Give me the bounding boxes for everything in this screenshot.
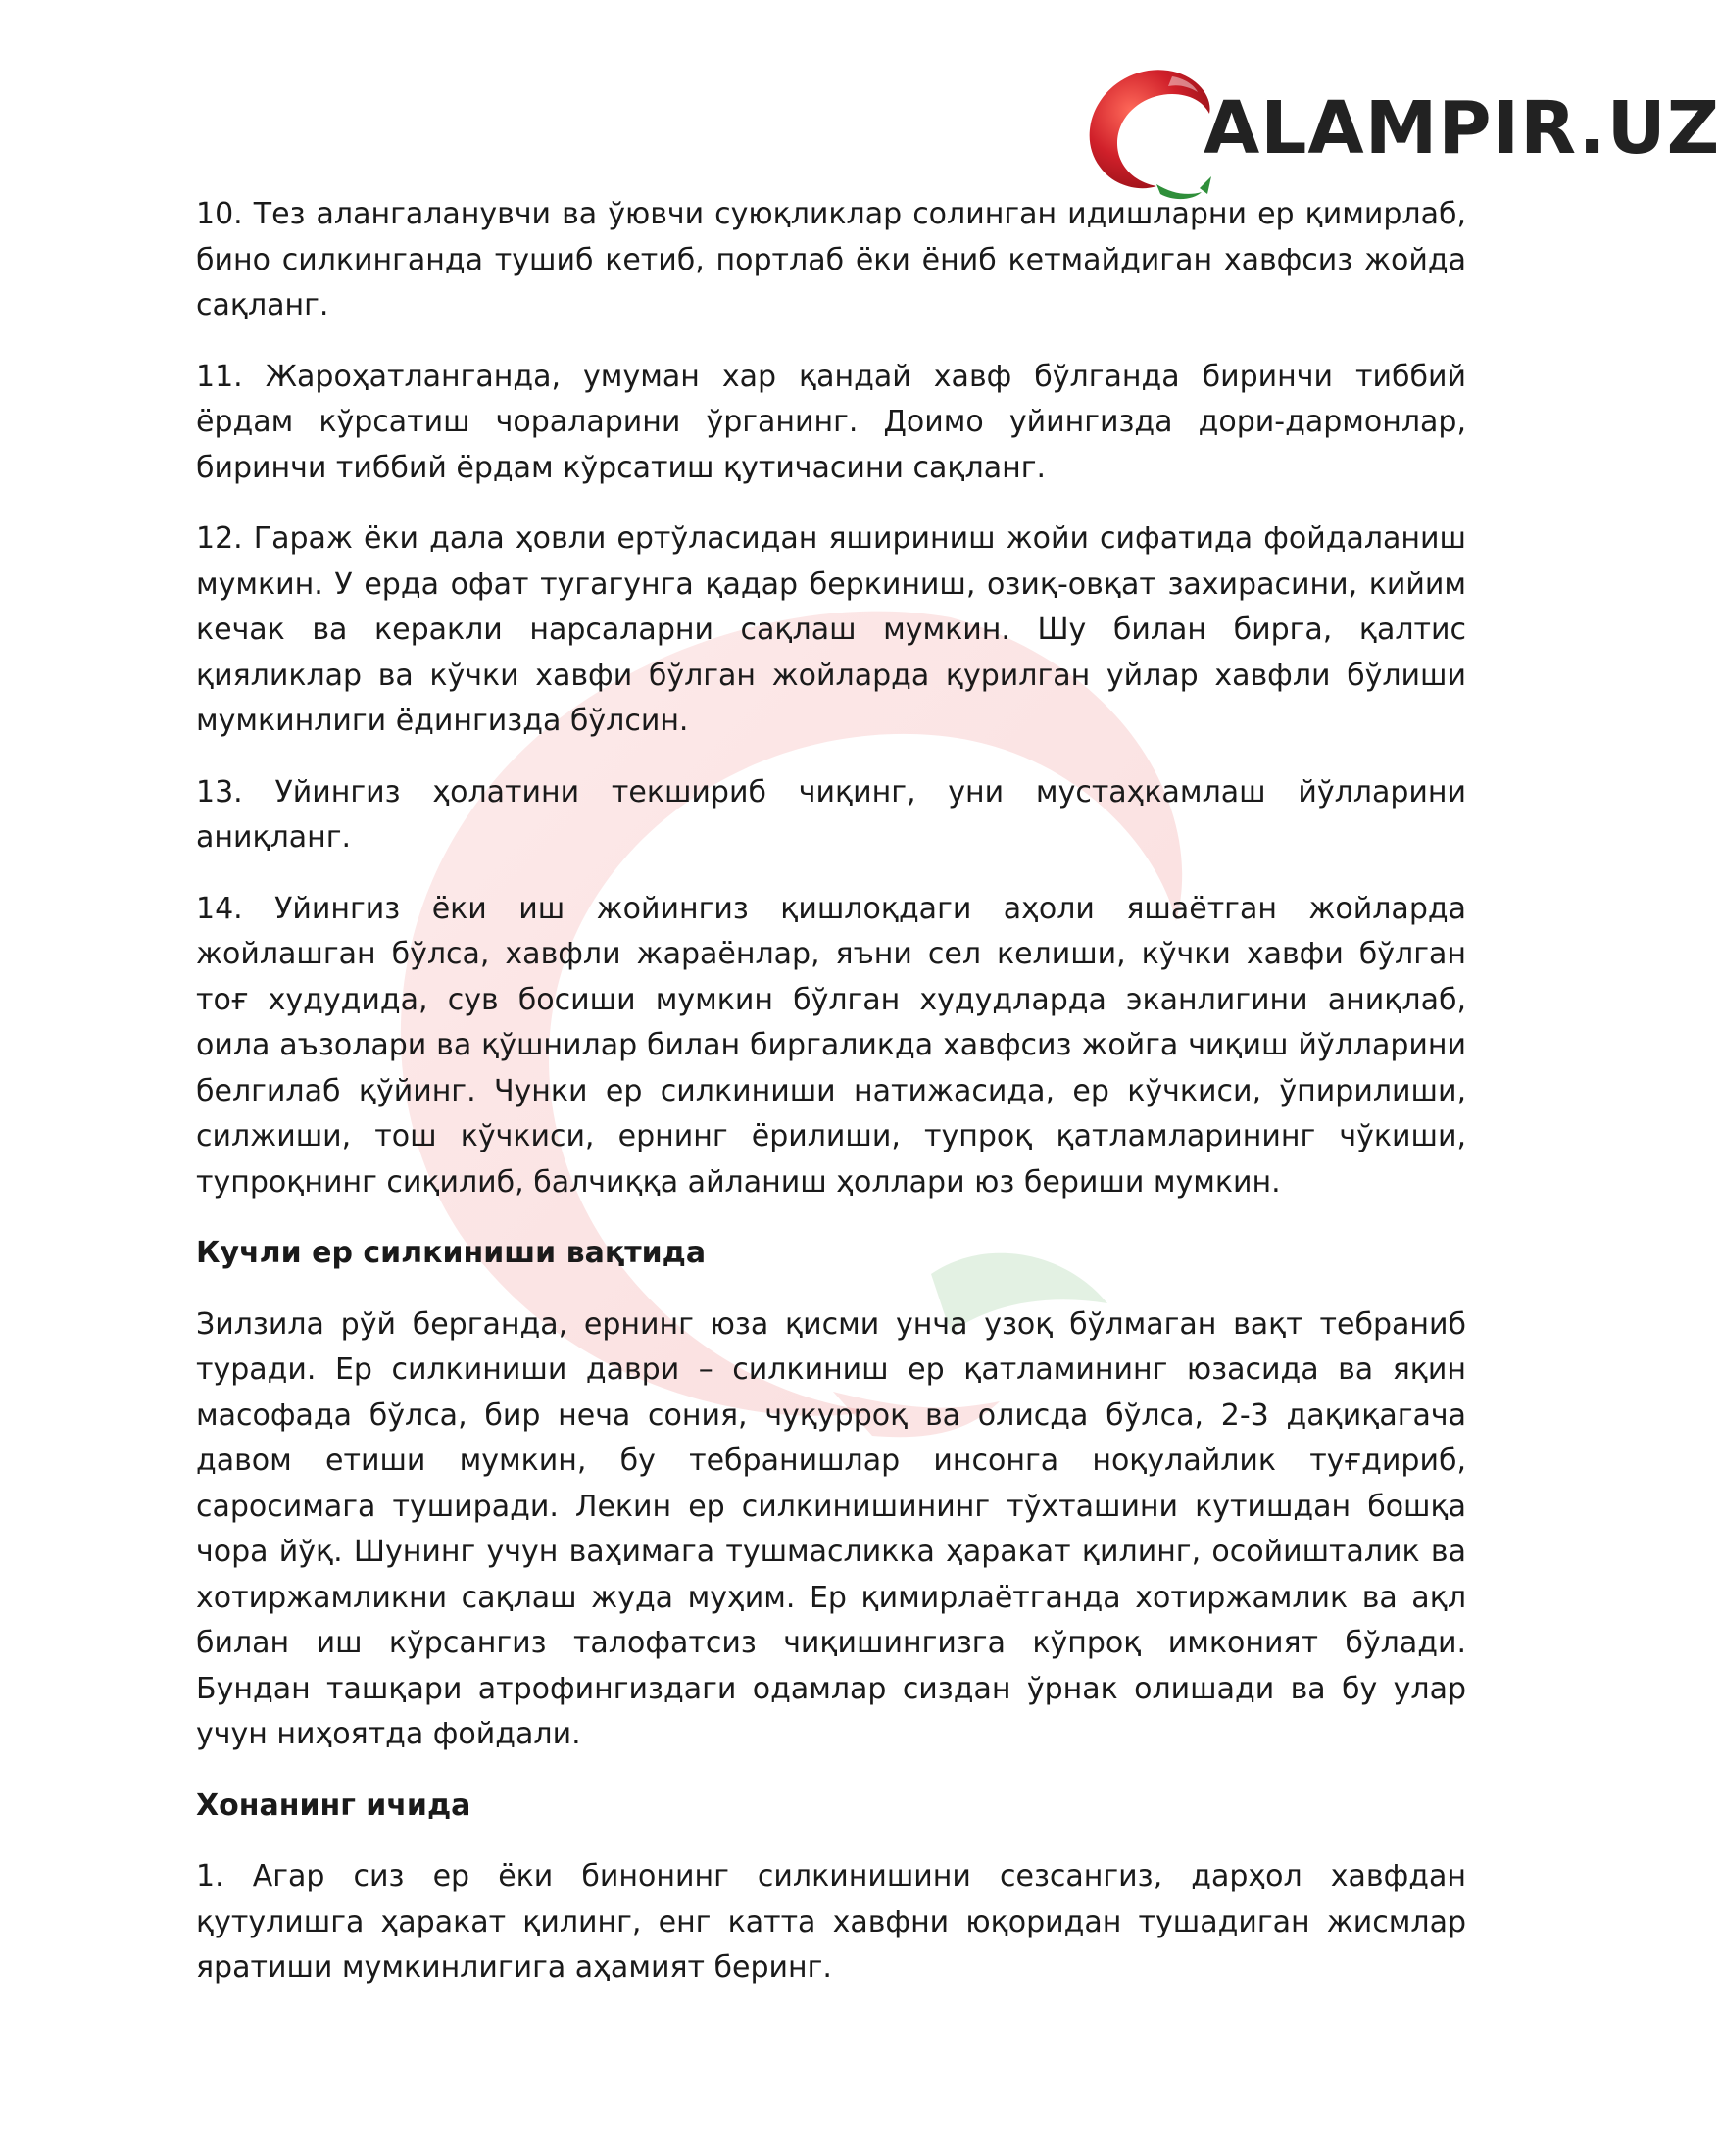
paragraph-item-14: 14. Уйингиз ёки иш жойингиз қишлоқдаги аҳоли яшаётган жойларда жойлашган бўлса, хавфли жараёнлар, яъни сел келиши, кўчки хавфи бўлган тоғ худудида, сув босиши мумкин бўлган худудларда эканлигини аниқлаб, оила аъзолари ва қўшнилар билан биргаликда хавфсиз жойга чиқиш йўлларини белгилаб қўйинг. Чунки ер силкиниши натижасида, ер кўчкиси, ўпирилиши, силжиши, тош кўчкиси, ернинг ёрилиши, тупроқ қатламларининг чўкиши, тупроқнинг сиқилиб, балчиққа айланиш ҳоллари юз бериши мумкин. bbox=[196, 891, 1466, 1200]
paragraph-earthquake: Зилзила рўй берганда, ернинг юза қисми унча узоқ бўлмаган вақт тебраниб туради. Ер силкиниши даври – силкиниш ер қатламининг юзасида ва яқин масофада бўлса, бир неча сония, чуқурроқ ва олисда бўлса, 2-3 дақиқагача давом етиши мумкин, бу тебранишлар инсонга ноқулайлик туғдириб, саросимага туширади. Лекин ер силкинишининг тўхташини кутишдан бошқа чора йўқ. Шунинг учун ваҳимага тушмасликка ҳаракат қилинг, осойишталик ва хотиржамликни сақлаш жуда муҳим. Ер қимирлаётганда хотиржамлик ва ақл билан иш кўрсангиз талофатсиз чиқишингизга кўпроқ имконият бўлади. Бундан ташқари атрофингиздаги одамлар сиздан ўрнак олишади ва бу улар учун ниҳоятда фойдали. bbox=[196, 1306, 1466, 1751]
site-logo bbox=[1078, 57, 1720, 204]
paragraph-inside-room: 1. Агар сиз ер ёки бинонинг силкинишини сезсангиз, дарҳол хавфдан қутулишга ҳаракат қилинг, енг катта хавфни юқоридан тушадиган жисмлар яратиши мумкинлигига аҳамият беринг. bbox=[196, 1859, 1466, 1984]
paragraph-item-11: 11. Жароҳатланганда, умуман хар қандай хавф бўлганда биринчи тиббий ёрдам кўрсатиш чораларини ўрганинг. Доимо уйингизда дори-дармонлар, биринчи тиббий ёрдам кўрсатиш қутичасини сақланг. bbox=[196, 359, 1466, 485]
paragraph-item-10: 10. Тез алангаланувчи ва ўювчи суюқликлар солинган идишларни ер қимирлаб, бино силкинганда тушиб кетиб, портлаб ёки ёниб кетмайдиган хавфсиз жойда сақланг. bbox=[196, 197, 1466, 322]
section-heading-inside-room: Хонанинг ичида bbox=[196, 1788, 471, 1823]
document-body bbox=[196, 192, 1466, 2017]
section-heading-strong-earthquake: Кучли ер силкиниши вақтида bbox=[196, 1236, 707, 1270]
paragraph-item-12: 12. Гараж ёки дала ҳовли ертўласидан яшириниш жойи сифатида фойдаланиш мумкин. У ерда офат тугагунга қадар беркиниш, озиқ-овқат захирасини, кийим кечак ва керакли нарсаларни сақлаш мумкин. Шу билан бирга, қалтис қияликлар ва кўчки хавфи бўлган жойларда қурилган уйлар хавфли бўлиши мумкинлиги ёдингизда бўлсин. bbox=[196, 521, 1466, 738]
paragraph-item-13: 13. Уйингиз ҳолатини текшириб чиқинг, уни мустаҳкамлаш йўлларини аниқланг. bbox=[196, 774, 1466, 855]
logo-text: ALAMPIR.UZ bbox=[1204, 86, 1720, 171]
